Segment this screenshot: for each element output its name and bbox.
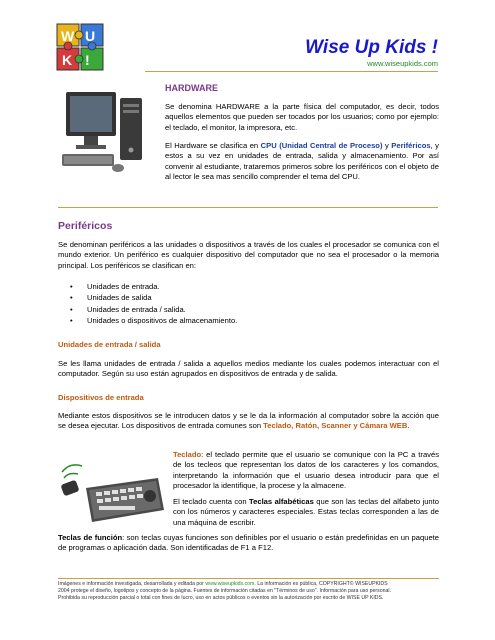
- es-heading: Unidades de entrada / salida: [58, 340, 161, 349]
- section-rule: [58, 207, 438, 208]
- entrada-paragraph: Mediante estos dispositivos se le introducen datos y se le da la información al computador sobre la acción que se desea ejecutar. Los dispositivos de entrada comunes son Teclado, Ratón, Scanner y Cámara WEB.: [58, 411, 439, 431]
- svg-text:U: U: [85, 28, 96, 44]
- logo: [55, 22, 105, 72]
- hardware-paragraph-1: Se denomina HARDWARE a la parte física del computador, es decir, todos aquellos elementos que pueden ser tocados por los usuarios; como por ejemplo: el teclado, el monitor, la impresora, etc.: [165, 102, 439, 132]
- list-item: • Unidades de salida: [70, 293, 152, 303]
- list-item: • Unidades de entrada / salida.: [70, 304, 186, 314]
- perifericos-heading: Periféricos: [58, 220, 113, 232]
- header-rule: [145, 71, 438, 72]
- footer-link[interactable]: www.wiseupkids.com: [205, 581, 255, 587]
- devices-list: Teclado, Ratón, Scanner y Cámara WEB: [263, 421, 408, 431]
- footer-line-1: Imágenes e información investigada, desarrollada y editada por www.wiseupkids.com. La información es pública, COPYRIGHT© WISEUPKIDS: [58, 581, 388, 587]
- computer-image: [58, 88, 148, 180]
- perifericos-intro: Se denominan periféricos a las unidades o dispositivos a través de los cuales el procesador se comunica con el mundo exterior. Un periférico es cualquier dispositivo del computador que no sea el procesador o la memoria principal. Los periféricos se clasifican en:: [58, 240, 439, 270]
- perifericos-list: [70, 282, 370, 327]
- teclas-alfabeticas: Teclas alfabéticas: [249, 497, 314, 506]
- list-item: • Unidades de entrada.: [70, 282, 160, 291]
- footer: [58, 581, 443, 603]
- hardware-heading: HARDWARE: [165, 83, 218, 93]
- cpu-term: CPU (Unidad Central de Proceso): [260, 141, 383, 150]
- footer-rule: [58, 578, 439, 579]
- hardware-paragraph-2: El Hardware se clasifica en CPU (Unidad Central de Proceso) y Periféricos, y estos a su vez en unidades de entrada, salida y almacenamiento. Por así convenir al estudiante, trataremos primeros sobre los periféricos con el objeto de al lector le sea mas sencillo comprender el tema del CPU.: [165, 141, 439, 182]
- list-item: • Unidades o dispositivos de almacenamiento.: [70, 315, 238, 325]
- entrada-heading: Dispositivos de entrada: [58, 393, 144, 402]
- es-paragraph: Se les llama unidades de entrada / salida a aquellos medios mediante los cuales podemos interactuar con el computador. Según su uso están agrupados en dispositivos de entrada y de salida.: [58, 359, 439, 379]
- perifericos-term: Periféricos: [391, 141, 431, 150]
- svg-text:W: W: [61, 28, 75, 44]
- funcion-label: Teclas de función: [58, 533, 123, 542]
- svg-text:K: K: [62, 52, 73, 68]
- footer-line-2: 2004 protege el diseño, logotipos y concepto de la página. Fuentes de información citadas en "Términos de uso". Información para uso personal.: [58, 588, 392, 595]
- teclado-paragraph-1: Teclado: el teclado permite que el usuario se comunique con la PC a través de los tecleos que representan los datos de los caracteres y los comandos, interpretando la información que el usuario desea introducir para que el procesador la identifique, la procese y la almacene.: [173, 450, 439, 491]
- brand-title: Wise Up Kids !: [305, 37, 438, 58]
- puzzle-logo-icon: [55, 22, 105, 72]
- brand-url[interactable]: www.wiseupkids.com: [367, 59, 438, 68]
- funcion-paragraph: Teclas de función: son teclas cuyas funciones son definibles por el usuario o están predefinidas en un paquete de programas o aplicación dada. Son identificadas de F1 a F12.: [58, 533, 439, 553]
- keyboard-image: [58, 448, 168, 530]
- teclado-label: Teclado: [173, 450, 202, 459]
- footer-line-3: Prohibida su reproducción parcial o total con fines de lucro, uso en actos públicos o eventos sin la autorización por escrito de WISE UP KIDS.: [58, 595, 384, 602]
- svg-text:!: !: [85, 52, 90, 68]
- teclado-paragraph-2: El teclado cuenta con Teclas alfabéticas que son las teclas del alfabeto junto con los números y caracteres especiales. Estas teclas corresponden a las de una máquina de escribir.: [173, 497, 439, 527]
